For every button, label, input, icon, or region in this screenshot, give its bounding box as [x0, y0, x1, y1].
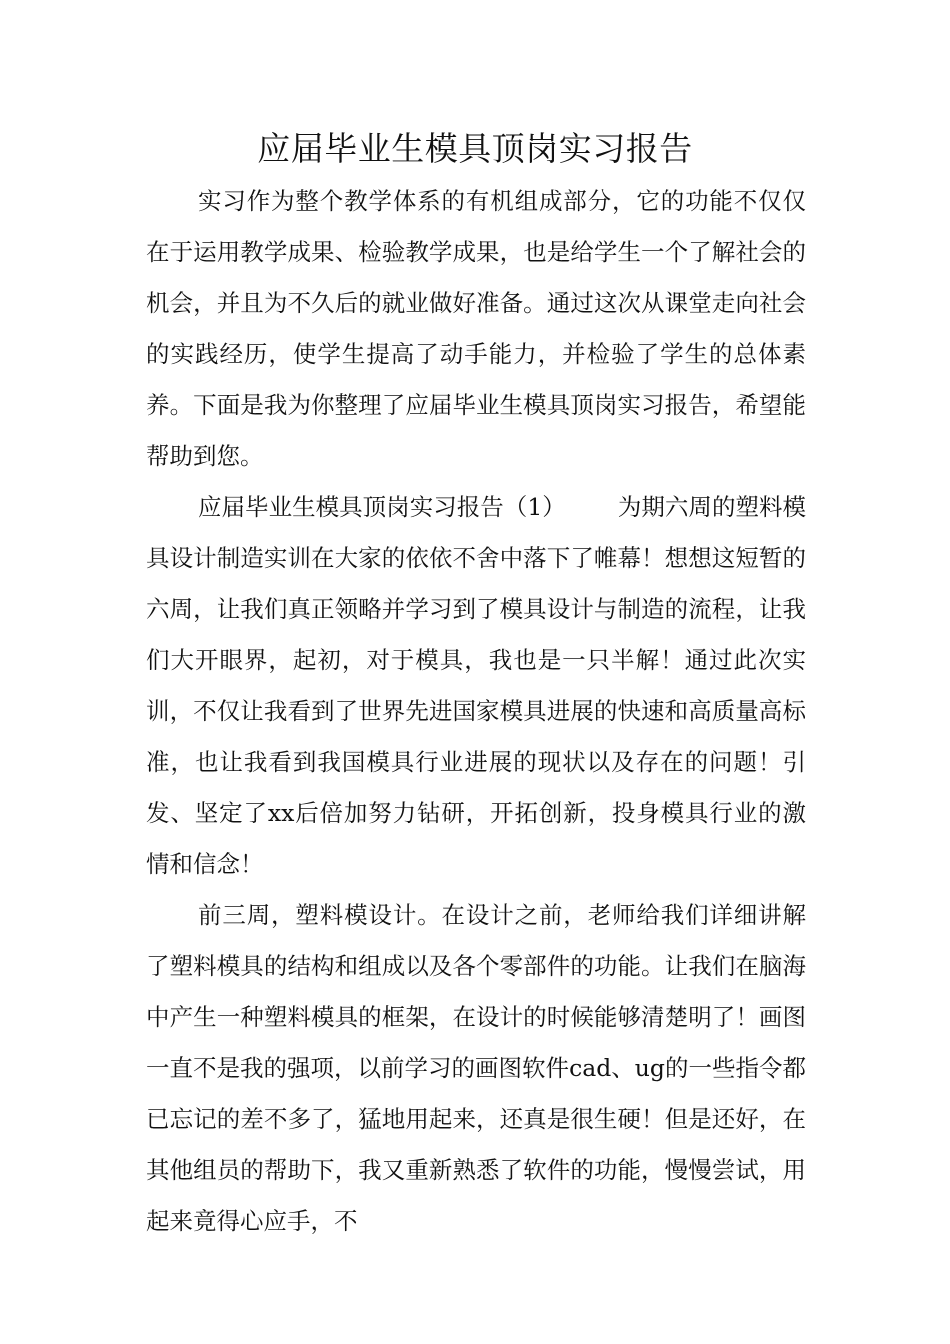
intro-paragraph: 实习作为整个教学体系的有机组成部分，它的功能不仅仅在于运用教学成果、检验教学成果，也是给学生一个了解社会的机会，并且为不久后的就业做好准备。通过这次从课堂走向社会的实践经历，使学生提高了动手能力，并检验了学生的总体素养。下面是我为你整理了应届毕业生模具顶岗实习报告，希望能帮助到您。	[146, 187, 806, 470]
section-heading: 应届毕业生模具顶岗实习报告（1）	[198, 493, 566, 521]
document-title: 应届毕业生模具顶岗实习报告	[257, 129, 693, 168]
report-paragraph-1-text: 为期六周的塑料模具设计制造实训在大家的依依不舍中落下了帷幕！想想这短暂的六周，让我们真正领略并学习到了模具设计与制造的流程，让我们大开眼界，起初，对于模具，我也是一只半解！通过此次实训，不仅让我看到了世界先进国家模具进展的快速和高质量高标准，也让我看到我国模具行业进展的现状以及存在的问题！引发、坚定了xx后倍加努力钻研，开拓创新，投身模具行业的激情和信念！	[146, 493, 807, 878]
document-body	[146, 176, 806, 1247]
report-paragraph-2: 前三周，塑料模设计。在设计之前，老师给我们详细讲解了塑料模具的结构和组成以及各个零部件的功能。让我们在脑海中产生一种塑料模具的框架，在设计的时候能够清楚明了！画图一直不是我的强项，以前学习的画图软件cad、ug的一些指令都已忘记的差不多了，猛地用起来，还真是很生硬！但是还好，在其他组员的帮助下，我又重新熟悉了软件的功能，慢慢尝试，用起来竟得心应手，不	[146, 901, 806, 1235]
report-paragraph-1	[146, 482, 806, 890]
